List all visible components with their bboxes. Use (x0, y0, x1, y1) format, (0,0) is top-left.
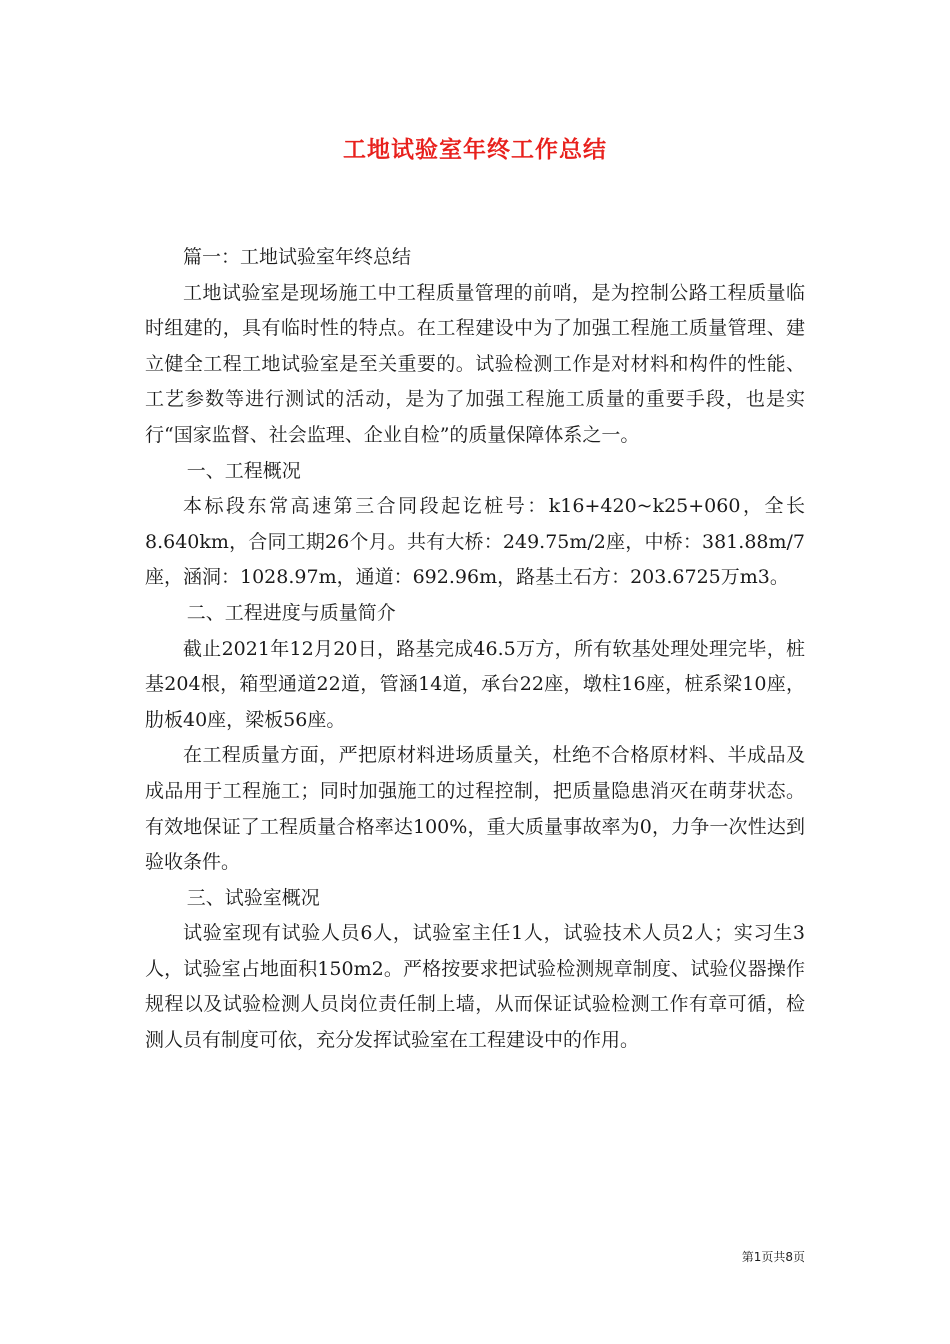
document-title: 工地试验室年终工作总结 (343, 137, 607, 163)
body-paragraph: 试验室现有试验人员6人，试验室主任1人，试验技术人员2人；实习生3人，试验室占地面积150m2。严格按要求把试验检测规章制度、试验仪器操作规程以及试验检测人员岗位责任制上墙，从而保证试验检测工作有章可循，检测人员有制度可依，充分发挥试验室在工程建设中的作用。 (145, 922, 805, 1052)
page-number: 第1页共8页 (741, 1250, 805, 1264)
section-subtitle: 篇一：工地试验室年终总结 (183, 246, 412, 268)
document-body (145, 240, 805, 1059)
body-paragraph: 在工程质量方面，严把原材料进场质量关，杜绝不合格原材料、半成品及成品用于工程施工；同时加强施工的过程控制，把质量隐患消灭在萌芽状态。有效地保证了工程质量合格率达100%，重大质量事故率为0，力争一次性达到验收条件。 (145, 744, 805, 874)
section-heading: 一、工程概况 (186, 459, 301, 482)
section-heading: 三、试验室概况 (186, 886, 320, 909)
body-paragraph: 工地试验室是现场施工中工程质量管理的前哨，是为控制公路工程质量临时组建的，具有临时性的特点。在工程建设中为了加强工程施工质量管理、建立健全工程工地试验室是至关重要的。试验检测工作是对材料和构件的性能、工艺参数等进行测试的活动，是为了加强工程施工质量的重要手段，也是实行“国家监督、社会监理、企业自检”的质量保障体系之一。 (145, 281, 805, 446)
body-paragraph: 截止2021年12月20日，路基完成46.5万方，所有软基处理处理完毕，桩基204根，箱型通道22道，管涵14道，承台22座，墩柱16座，桩系梁10座，肋板40座，梁板56座。 (145, 637, 805, 731)
body-paragraph: 本标段东常高速第三合同段起讫桩号：k16+420~k25+060，全长8.640km，合同工期26个月。共有大桥：249.75m/2座，中桥：381.88m/7座，涵洞：1028.97m，通道：692.96m，路基土石方：203.6725万m3。 (145, 495, 805, 589)
section-heading: 二、工程进度与质量简介 (186, 601, 396, 624)
